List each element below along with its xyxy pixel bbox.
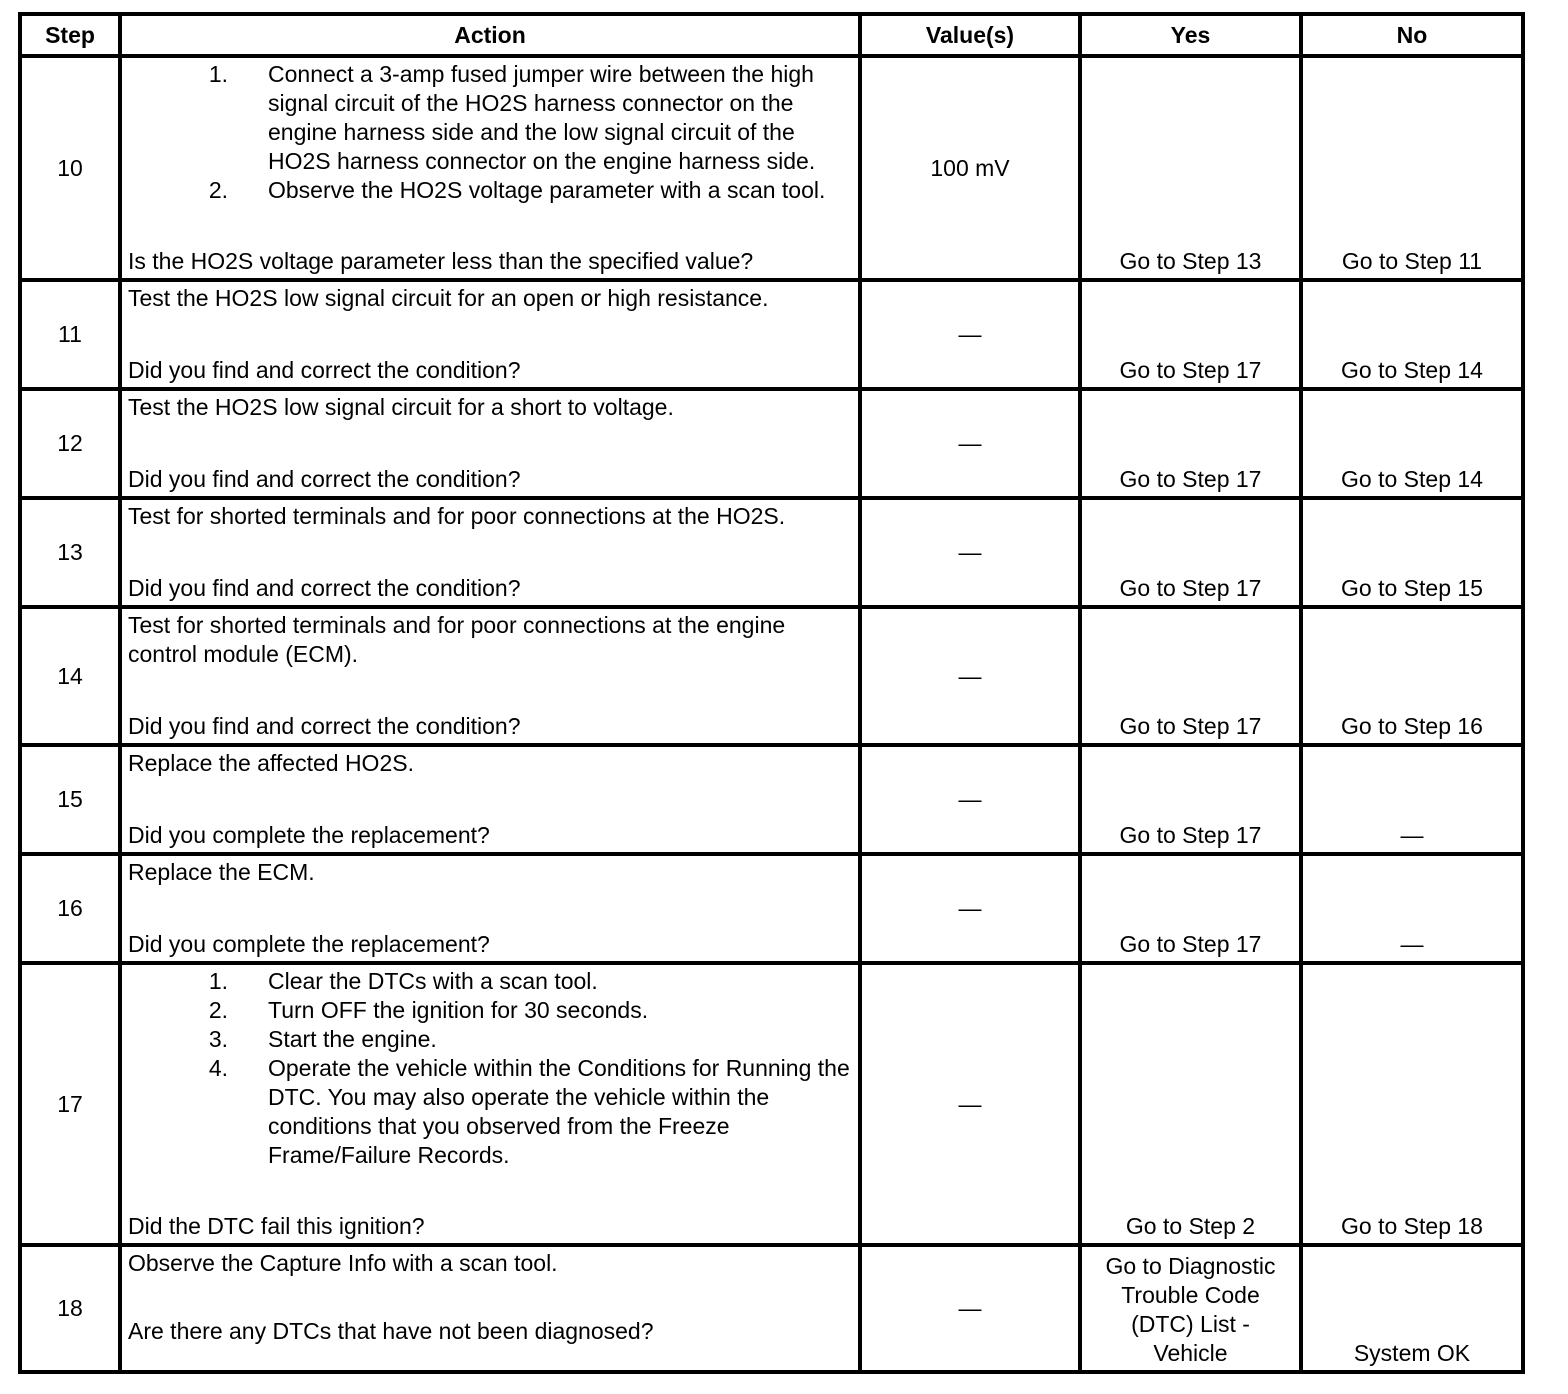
step-number: 18: [20, 1245, 120, 1372]
value-cell: —: [860, 498, 1080, 607]
step-number: 15: [20, 745, 120, 854]
action-question: Is the HO2S voltage parameter less than the specified value?: [128, 248, 754, 274]
step-number: 10: [20, 56, 120, 280]
no-cell: —: [1301, 745, 1523, 854]
list-text: Turn OFF the ignition for 30 seconds.: [268, 997, 649, 1023]
no-cell: System OK: [1301, 1245, 1523, 1372]
value-cell: —: [860, 280, 1080, 389]
list-number: 4.: [208, 1055, 228, 1081]
value-cell: —: [860, 607, 1080, 745]
list-number: 1.: [208, 61, 228, 87]
action-text: Observe the Capture Info with a scan tool.: [128, 1250, 558, 1276]
no-cell: Go to Step 14: [1301, 389, 1523, 498]
table-row: [20, 1245, 1523, 1372]
action-question: Are there any DTCs that have not been diagnosed?: [128, 1318, 654, 1344]
table-row: [20, 498, 1523, 607]
list-number: 2.: [208, 997, 228, 1023]
action-cell: [120, 56, 860, 280]
no-cell: Go to Step 14: [1301, 280, 1523, 389]
yes-cell: Go to Step 13: [1080, 56, 1301, 280]
action-steps: [128, 967, 852, 1170]
value-cell: —: [860, 963, 1080, 1245]
action-question: Did you find and correct the condition?: [128, 466, 521, 492]
value-cell: —: [860, 1245, 1080, 1372]
no-cell: Go to Step 18: [1301, 963, 1523, 1245]
value-cell: —: [860, 389, 1080, 498]
action-question: Did you complete the replacement?: [128, 822, 490, 848]
yes-cell: Go to Step 17: [1080, 854, 1301, 963]
action-question: Did you find and correct the condition?: [128, 713, 521, 739]
action-cell: [120, 963, 860, 1245]
list-text: Start the engine.: [268, 1026, 437, 1052]
table-row: [20, 607, 1523, 745]
list-number: 3.: [208, 1026, 228, 1052]
no-cell: Go to Step 11: [1301, 56, 1523, 280]
action-text: Replace the affected HO2S.: [128, 750, 414, 776]
list-text: Observe the HO2S voltage parameter with a scan tool.: [268, 177, 826, 203]
value-cell: —: [860, 745, 1080, 854]
yes-cell: Go to Step 17: [1080, 280, 1301, 389]
header-yes: Yes: [1080, 14, 1301, 56]
action-cell: [120, 280, 860, 389]
action-question: Did you find and correct the condition?: [128, 357, 521, 383]
yes-cell: Go to Step 17: [1080, 745, 1301, 854]
action-question: Did you complete the replacement?: [128, 931, 490, 957]
header-action: Action: [120, 14, 860, 56]
yes-cell: Go to Step 17: [1080, 498, 1301, 607]
header-values: Value(s): [860, 14, 1080, 56]
yes-cell: Go to Step 17: [1080, 389, 1301, 498]
no-cell: Go to Step 15: [1301, 498, 1523, 607]
table-row: [20, 280, 1523, 389]
step-number: 16: [20, 854, 120, 963]
action-text: Test the HO2S low signal circuit for an open or high resistance.: [128, 285, 769, 311]
table-row: [20, 854, 1523, 963]
list-item: [128, 967, 852, 996]
step-number: 13: [20, 498, 120, 607]
no-cell: —: [1301, 854, 1523, 963]
value-cell: 100 mV: [860, 56, 1080, 280]
table-row: [20, 56, 1523, 280]
list-item: [128, 996, 852, 1025]
list-item: [128, 1054, 852, 1170]
action-cell: [120, 389, 860, 498]
diagnostic-table: [18, 12, 1525, 1374]
step-number: 12: [20, 389, 120, 498]
header-no: No: [1301, 14, 1523, 56]
action-text: Test for shorted terminals and for poor connections at the HO2S.: [128, 503, 786, 529]
list-number: 1.: [208, 968, 228, 994]
action-steps: [128, 60, 852, 205]
action-cell: [120, 498, 860, 607]
yes-cell: Go to Diagnostic Trouble Code (DTC) List - Vehicle: [1080, 1245, 1301, 1372]
list-text: Operate the vehicle within the Conditions for Running the DTC. You may also operate the vehicle within the conditions that you observed from the Freeze Frame/Failure Records.: [268, 1055, 850, 1168]
value-cell: —: [860, 854, 1080, 963]
action-cell: [120, 607, 860, 745]
table-row: [20, 963, 1523, 1245]
action-cell: [120, 1245, 860, 1372]
header-row: [20, 14, 1523, 56]
list-text: Connect a 3-amp fused jumper wire between the high signal circuit of the HO2S harness connector on the engine harness side and the low signal circuit of the HO2S harness connector on the engine harness side.: [268, 61, 816, 174]
list-item: [128, 176, 852, 205]
yes-cell: Go to Step 2: [1080, 963, 1301, 1245]
step-number: 11: [20, 280, 120, 389]
header-step: Step: [20, 14, 120, 56]
no-cell: Go to Step 16: [1301, 607, 1523, 745]
action-question: Did the DTC fail this ignition?: [128, 1213, 425, 1239]
action-question: Did you find and correct the condition?: [128, 575, 521, 601]
list-text: Clear the DTCs with a scan tool.: [268, 968, 598, 994]
yes-cell: Go to Step 17: [1080, 607, 1301, 745]
step-number: 17: [20, 963, 120, 1245]
list-number: 2.: [208, 177, 228, 203]
table-row: [20, 389, 1523, 498]
table-row: [20, 745, 1523, 854]
list-item: [128, 60, 852, 176]
action-text: Replace the ECM.: [128, 859, 315, 885]
action-cell: [120, 854, 860, 963]
action-text: Test the HO2S low signal circuit for a short to voltage.: [128, 394, 674, 420]
action-text: Test for shorted terminals and for poor connections at the engine control module (ECM).: [128, 612, 786, 667]
step-number: 14: [20, 607, 120, 745]
list-item: [128, 1025, 852, 1054]
action-cell: [120, 745, 860, 854]
